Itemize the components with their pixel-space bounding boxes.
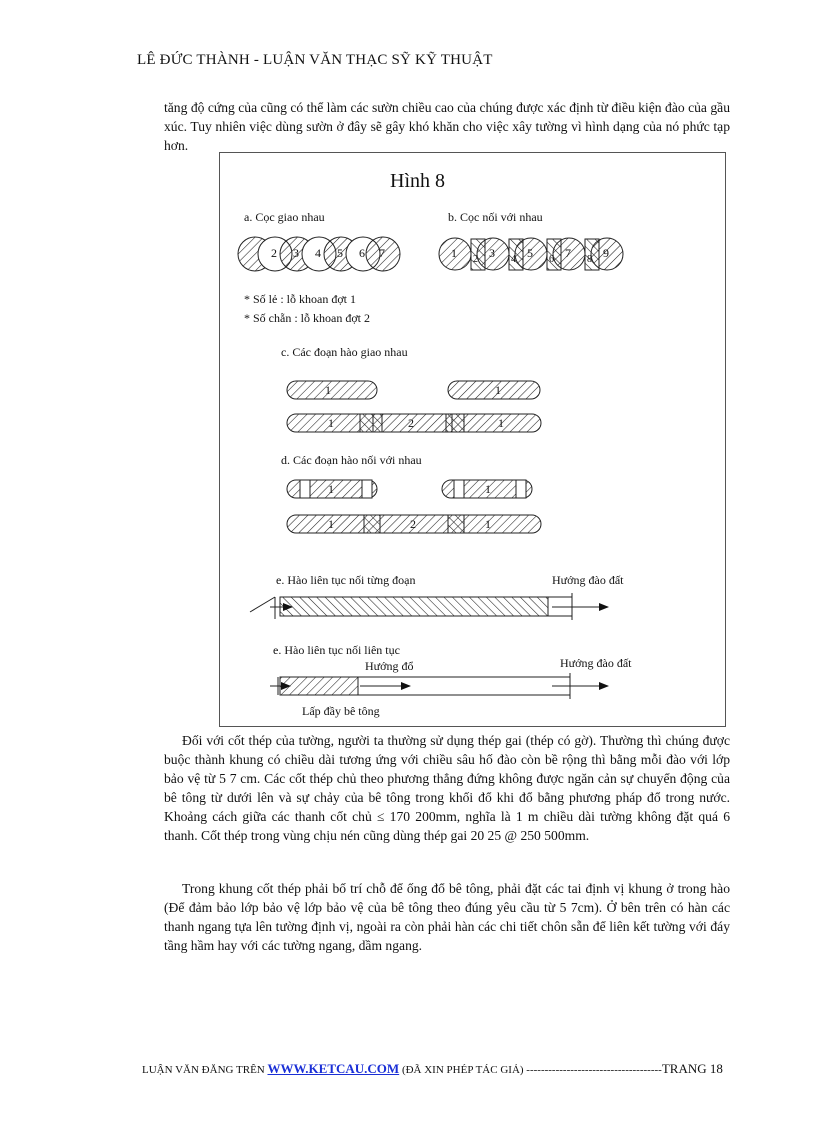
note-odd: * Số lẻ : lỗ khoan đợt 1 — [244, 292, 357, 306]
paragraph-cage: Trong khung cốt thép phải bố trí chỗ để ống đổ bê tông, phải đặt các tai định vị khung ở trong hào (Để đảm bảo lớp bảo vệ lớp bảo vệ của bê tông theo đúng yêu cầu từ 5 7cm). Ở bên trên có hàn các thanh ngang tựa lên tường định vị, ngoài ra còn phải hàn các chi tiết chôn sẵn để liên kết tường với đáy tầng hầm hay với các tường ngang, dầm ngang. — [164, 881, 730, 953]
segment-number: 2 — [410, 517, 416, 531]
pile-number: 8 — [587, 254, 592, 265]
figure-title: Hình 8 — [390, 170, 445, 192]
segment-number: 1 — [485, 482, 491, 496]
pile-number: 2 — [271, 246, 277, 260]
segment-number: 1 — [485, 517, 491, 531]
label-d: d. Các đoạn hào nối với nhau — [281, 453, 422, 467]
page-footer — [142, 1061, 723, 1077]
footer-website-link[interactable]: WWW.KETCAU.COM — [267, 1061, 400, 1076]
pile-number: 1 — [451, 246, 457, 260]
note-even: * Số chẵn : lỗ khoan đợt 2 — [244, 311, 370, 325]
label-e2: e. Hào liên tục nối liên tục — [273, 643, 400, 657]
label-c: c. Các đoạn hào giao nhau — [281, 345, 408, 359]
pile-number: 4 — [511, 254, 516, 265]
segment-number: 1 — [325, 383, 331, 397]
page-number: TRANG 18 — [661, 1061, 723, 1076]
dig-direction-label: Hướng đào đất — [552, 573, 624, 587]
pile-number: 9 — [603, 246, 609, 260]
label-b: b. Cọc nối với nhau — [448, 210, 543, 224]
pile-number: 3 — [489, 246, 495, 260]
paragraph-reinforcement: Đối với cốt thép của tường, người ta thường sử dụng thép gai (thép có gờ). Thường thì chúng được buộc thành khung có chiều dài tương ứng với chiều sâu hố đào còn bề rộng thì bằng mỗi đào với lớp bảo vệ từ 5 7 cm. Các cốt thép chủ theo phương thẳng đứng không được ngăn cản sự chuyển động của bê tông từ dưới lên và sự chảy của bê tông trong khối đổ khi đổ bằng phương pháp đổ trong nước. Khoảng cách giữa các thanh cốt chủ ≤ 170 200mm, nghĩa là 1 m chiều dài tường không đặt quá 6 thanh. Cốt thép trong vùng chịu nén cũng dùng thép gai 20 25 @ 250 500mm. — [164, 733, 730, 843]
running-header: LÊ ĐỨC THÀNH - LUẬN VĂN THẠC SỸ KỸ THUẬT — [137, 52, 493, 68]
pile-number: 5 — [337, 246, 343, 260]
segment-number: 2 — [408, 416, 414, 430]
segment-number: 1 — [328, 517, 334, 531]
pile-number: 7 — [565, 246, 571, 260]
pile-number: 6 — [549, 254, 554, 265]
pile-number: 2 — [473, 254, 478, 265]
figure-drawing — [220, 153, 727, 728]
segment-number: 1 — [328, 482, 334, 496]
pile-number: 4 — [315, 246, 321, 260]
footer-suffix: (ĐÃ XIN PHÉP TÁC GIẢ) ------------------------------------- — [399, 1064, 662, 1076]
figure-8 — [219, 152, 726, 727]
pile-number: 6 — [359, 246, 365, 260]
pile-number: 3 — [293, 246, 299, 260]
label-a: a. Cọc giao nhau — [244, 210, 325, 224]
label-e1: e. Hào liên tục nối từng đoạn — [276, 573, 416, 587]
pour-direction-label: Hướng đổ — [365, 659, 414, 673]
trench-continuous-continuous — [270, 673, 608, 699]
fill-concrete-label: Lấp đầy bê tông — [302, 704, 380, 718]
paragraph-intro: tăng độ cứng của cũng có thể làm các sườn chiều cao của chúng được xác định từ điều kiện đào của gầu xúc. Tuy nhiên việc dùng sườn ở đây sẽ gây khó khăn cho việc xây tường vì hình dạng của nó phức tạp hơn. — [164, 100, 730, 153]
segment-number: 1 — [495, 383, 501, 397]
segment-number: 1 — [498, 416, 504, 430]
footer-prefix: LUẬN VĂN ĐĂNG TRÊN — [142, 1064, 268, 1076]
pile-number: 5 — [527, 246, 533, 260]
segment-number: 1 — [328, 416, 334, 430]
pile-number: 7 — [379, 246, 385, 260]
dig-direction-label-2: Hướng đào đất — [560, 656, 632, 670]
trench-continuous-segments — [250, 593, 608, 620]
